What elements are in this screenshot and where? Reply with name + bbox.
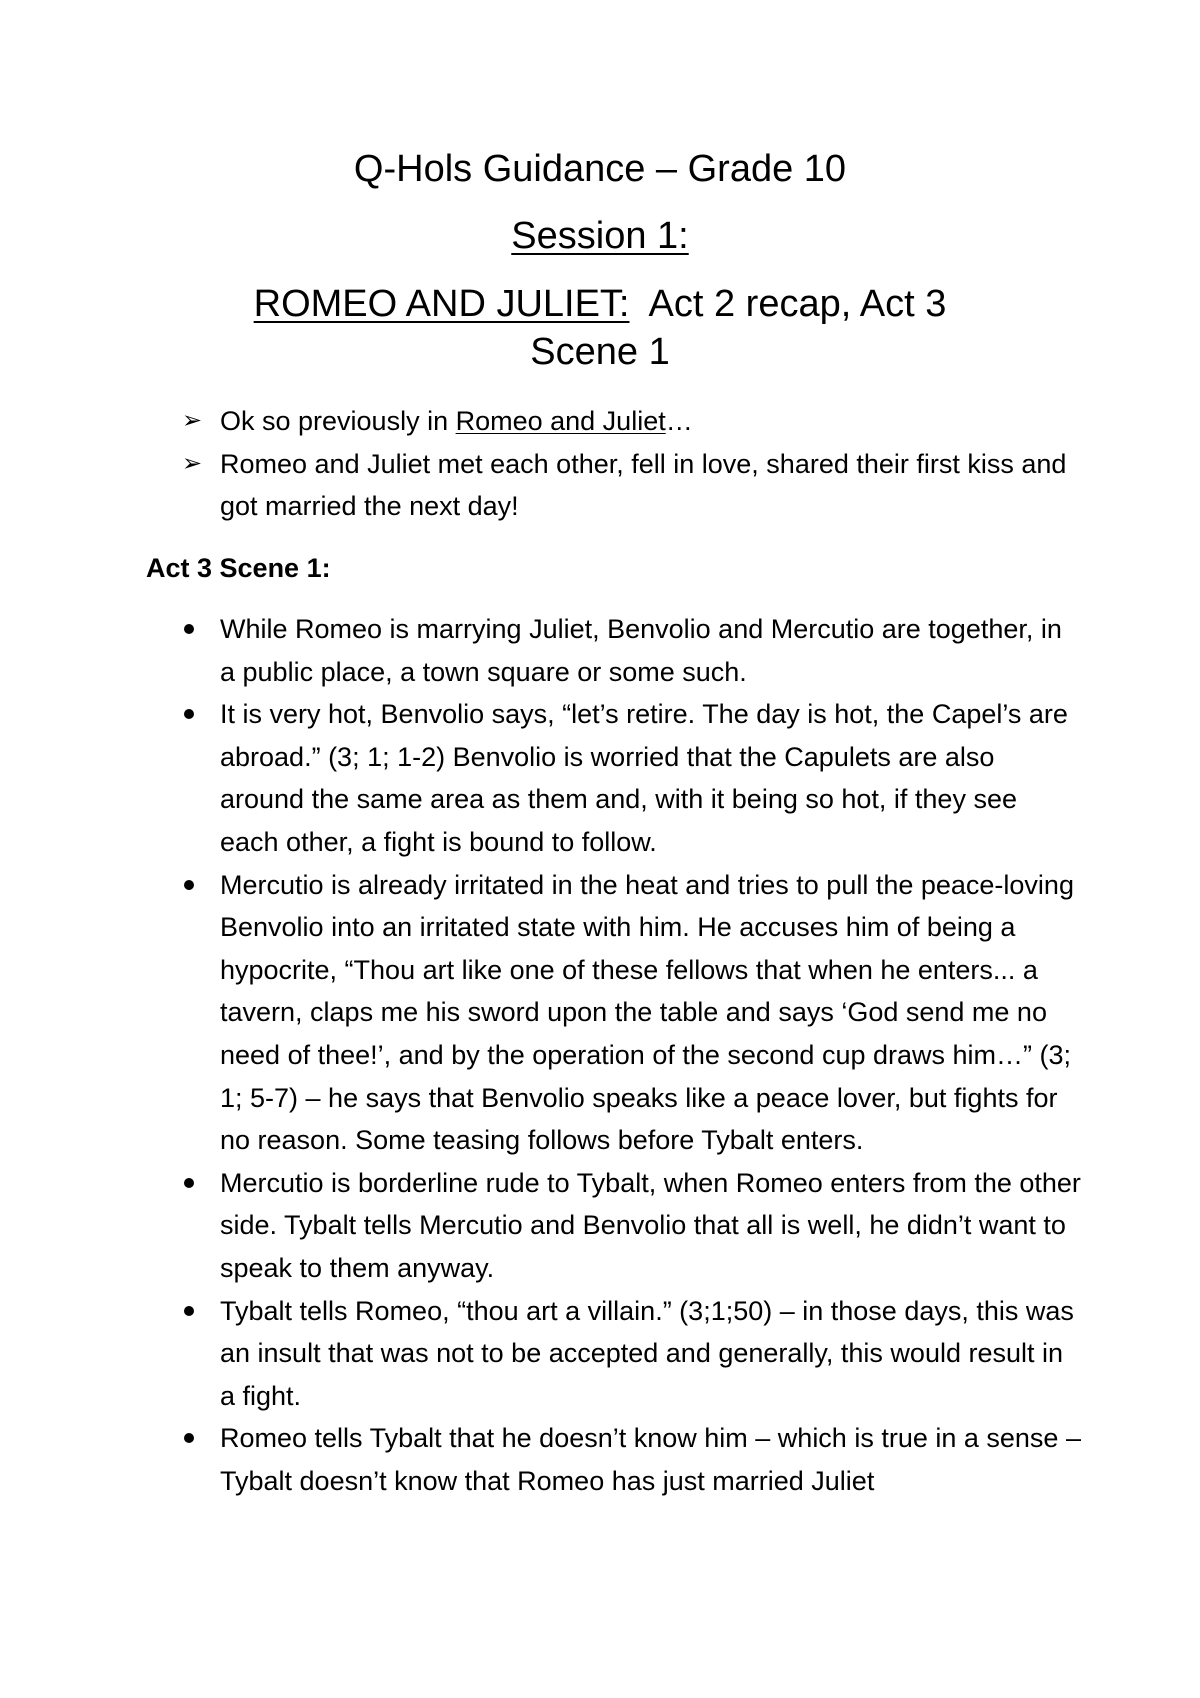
- summary-item: It is very hot, Benvolio says, “let’s retire. The day is hot, the Capel’s are abroad.” (3; 1; 1-2) Benvolio is worried that the Capulets are also around the same area as them and, with it being so hot, if they see each other, a fight is bound to follow.: [182, 693, 1082, 863]
- play-title: ROMEO AND JULIET:: [253, 283, 630, 325]
- summary-item: Mercutio is already irritated in the heat and tries to pull the peace-loving Benvolio into an irritated state with him. He accuses him of being a hypocrite, “Thou art like one of these fellows that when he enters... a tavern, claps me his sword upon the table and says ‘God send me no need of thee!’, and by the operation of the second cup draws him…” (3; 1; 5-7) – he says that Benvolio speaks like a peace lover, but fights for no reason. Some teasing follows before Tybalt enters.: [182, 864, 1082, 1162]
- recap-item: ➢ Romeo and Juliet met each other, fell in love, shared their first kiss and got married the next day!: [182, 443, 1082, 528]
- section-heading: Act 3 Scene 1:: [146, 553, 331, 583]
- summary-item: Romeo tells Tybalt that he doesn’t know him – which is true in a sense – Tybalt doesn’t know that Romeo has just married Juliet: [182, 1417, 1082, 1502]
- summary-item: Mercutio is borderline rude to Tybalt, when Romeo enters from the other side. Tybalt tells Mercutio and Benvolio that all is well, he didn’t want to speak to them anyway.: [182, 1162, 1082, 1290]
- bullet-dot-icon: [184, 880, 194, 890]
- bullet-dot-icon: [184, 709, 194, 719]
- recap-item: ➢ Ok so previously in Romeo and Juliet…: [182, 400, 1082, 443]
- bullet-dot-icon: [184, 1178, 194, 1188]
- summary-item: While Romeo is marrying Juliet, Benvolio and Mercutio are together, in a public place, a town square or some such.: [182, 608, 1082, 693]
- play-subtitle-line1: Act 2 recap, Act 3: [648, 283, 947, 325]
- arrow-bullet-icon: ➢: [182, 407, 203, 434]
- play-subtitle-line2: Scene 1: [530, 331, 670, 373]
- session-label: Session 1:: [511, 215, 689, 257]
- arrow-bullet-icon: ➢: [182, 449, 203, 477]
- recap-list: [182, 400, 1082, 528]
- bullet-dot-icon: [184, 624, 194, 634]
- play-name-underlined: Romeo and Juliet: [455, 406, 666, 436]
- bullet-dot-icon: [184, 1433, 194, 1443]
- document-title: Q-Hols Guidance – Grade 10: [353, 148, 847, 190]
- session-heading: [150, 212, 1050, 260]
- play-heading: [150, 280, 1050, 376]
- summary-item: Tybalt tells Romeo, “thou art a villain.” (3;1;50) – in those days, this was an insult that was not to be accepted and generally, this would result in a fight.: [182, 1290, 1082, 1418]
- summary-list: [182, 608, 1082, 1502]
- bullet-dot-icon: [184, 1306, 194, 1316]
